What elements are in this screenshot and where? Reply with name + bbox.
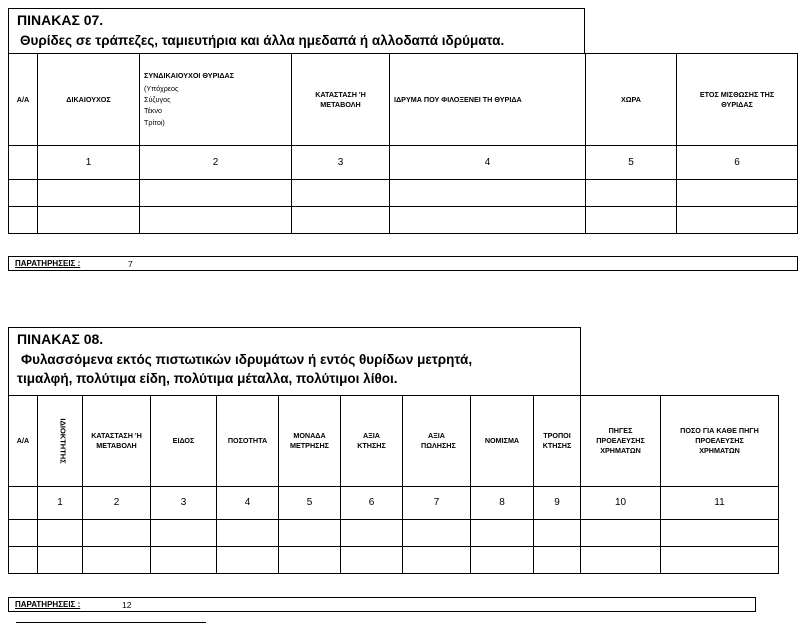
table-cell[interactable] [661,520,779,547]
table-cell[interactable] [279,520,341,547]
table-cell[interactable] [151,547,217,574]
col-number: 3 [151,487,217,520]
table-cell[interactable] [38,547,83,574]
table-cell[interactable] [534,547,581,574]
table-cell[interactable] [9,207,38,234]
table08-grid [8,395,779,574]
col-number: 5 [586,146,677,180]
table-row [9,207,798,234]
col-number: 11 [661,487,779,520]
table-cell[interactable] [677,180,798,207]
table-cell[interactable] [677,207,798,234]
table-cell[interactable] [661,547,779,574]
table-cell[interactable] [217,547,279,574]
col-header-aa: Α/Α [9,54,38,146]
table-cell[interactable] [279,547,341,574]
remarks-label: ΠΑΡΑΤΗΡΗΣΕΙΣ : [15,259,81,268]
table-row [9,180,798,207]
col-number: 9 [534,487,581,520]
table-cell[interactable] [151,520,217,547]
table-cell[interactable] [390,207,586,234]
table07-title: ΠΙΝΑΚΑΣ 07. [17,12,104,28]
col-header-dikaiouxos: ΔΙΚΑΙΟΥΧΟΣ [38,54,140,146]
table08-title-box [8,327,581,396]
col-header-katastasi: ΚΑΤΑΣΤΑΣΗ 'Η ΜΕΤΑΒΟΛΗ [292,54,390,146]
option-tritoi: Τρίτοι) [144,117,165,127]
col-number: 1 [38,487,83,520]
col-header-idioktitis [38,396,83,487]
col-header-etos: ΕΤΟΣ ΜΙΣΘΩΣΗΣ ΤΗΣ ΘΥΡΙΔΑΣ [677,54,798,146]
table08-subtitle-line2: τιμαλφή, πολύτιμα είδη, πολύτιμα μέταλλα, πολύτιμοι λίθοι. [17,371,398,386]
table-cell[interactable] [341,547,403,574]
col-number: 6 [341,487,403,520]
col-number: 7 [403,487,471,520]
table07-subtitle: Θυρίδες σε τράπεζες, ταμιευτήρια και άλλα ημεδαπά ή αλλοδαπά ιδρύματα. [20,33,505,48]
col-header-tropoi: ΤΡΟΠΟΙ ΚΤΗΣΗΣ [534,396,581,487]
table07-header-row [9,54,798,146]
remarks-label: ΠΑΡΑΤΗΡΗΣΕΙΣ : [15,600,81,609]
table-cell[interactable] [9,180,38,207]
table07-remarks[interactable] [8,256,798,271]
table-cell[interactable] [9,520,38,547]
remarks-number: 7 [128,259,133,269]
col-number: 6 [677,146,798,180]
col-header-xora: ΧΩΡΑ [586,54,677,146]
col-header-idryma: ΙΔΡΥΜΑ ΠΟΥ ΦΙΛΟΞΕΝΕΙ ΤΗ ΘΥΡΙΔΑ [390,54,586,146]
col-number: 5 [279,487,341,520]
remarks-number: 12 [122,600,132,610]
table-cell[interactable] [83,520,151,547]
option-tekno: Τέκνο [144,106,162,116]
table-cell[interactable] [534,520,581,547]
table07-number-row [9,146,798,180]
table-cell[interactable] [581,520,661,547]
col-header-poso: ΠΟΣΟ ΓΙΑ ΚΑΘΕ ΠΗΓΗ ΠΡΟΕΛΕΥΣΗΣ ΧΡΗΜΑΤΩΝ [661,396,779,487]
col-header-katastasi: ΚΑΤΑΣΤΑΣΗ 'Η ΜΕΤΑΒΟΛΗ [83,396,151,487]
table08-number-row [9,487,779,520]
table-cell[interactable] [38,520,83,547]
table08-subtitle-line1: Φυλασσόμενα εκτός πιστωτικών ιδρυμάτων ή εντός θυρίδων μετρητά, [21,352,473,367]
table-cell[interactable] [390,180,586,207]
col-number: 4 [217,487,279,520]
col-number: 4 [390,146,586,180]
syndikaiouxoi-label: ΣΥΝΔΙΚΑΙΟΥΧΟΙ ΘΥΡΙΔΑΣ [144,71,235,81]
table-cell[interactable] [403,547,471,574]
col-header-aa: Α/Α [9,396,38,487]
col-number: 8 [471,487,534,520]
option-syzygos: Σύζυγος [144,95,171,105]
table08-title: ΠΙΝΑΚΑΣ 08. [17,331,104,347]
col-number: 10 [581,487,661,520]
table-cell[interactable] [586,207,677,234]
table07-title-box [8,8,585,54]
table-row [9,520,779,547]
table-cell[interactable] [38,207,140,234]
col-number [9,487,38,520]
table-cell[interactable] [403,520,471,547]
col-number: 1 [38,146,140,180]
table08-remarks[interactable] [8,597,756,612]
table-cell[interactable] [471,547,534,574]
table-cell[interactable] [581,547,661,574]
table-cell[interactable] [341,520,403,547]
col-header-axia-polisis: ΑΞΙΑ ΠΩΛΗΣΗΣ [403,396,471,487]
col-header-piges: ΠΗΓΕΣ ΠΡΟΕΛΕΥΣΗΣ ΧΡΗΜΑΤΩΝ [581,396,661,487]
idioktitis-label: ΙΔΙΟΚΤΗΤΗΣ [58,418,68,464]
col-header-eidos: ΕΙΔΟΣ [151,396,217,487]
table-cell[interactable] [292,180,390,207]
table08-header-row [9,396,779,487]
col-number: 2 [140,146,292,180]
table-row [9,547,779,574]
table-cell[interactable] [38,180,140,207]
table-cell[interactable] [140,207,292,234]
col-header-syndikaiouxoi [140,54,292,146]
table-cell[interactable] [140,180,292,207]
option-ypoxreos: (Υπόχρεος [144,84,179,94]
table07-grid [8,53,798,234]
col-number [9,146,38,180]
table-cell[interactable] [471,520,534,547]
table-cell[interactable] [83,547,151,574]
table-cell[interactable] [217,520,279,547]
col-header-monada: ΜΟΝΑΔΑ ΜΕΤΡΗΣΗΣ [279,396,341,487]
col-header-axia-ktisis: ΑΞΙΑ ΚΤΗΣΗΣ [341,396,403,487]
table-cell[interactable] [586,180,677,207]
col-header-nomisma: ΝΟΜΙΣΜΑ [471,396,534,487]
col-header-posotita: ΠΟΣΟΤΗΤΑ [217,396,279,487]
next-section-edge [16,622,206,625]
col-number: 3 [292,146,390,180]
table-cell[interactable] [292,207,390,234]
col-number: 2 [83,487,151,520]
table-cell[interactable] [9,547,38,574]
